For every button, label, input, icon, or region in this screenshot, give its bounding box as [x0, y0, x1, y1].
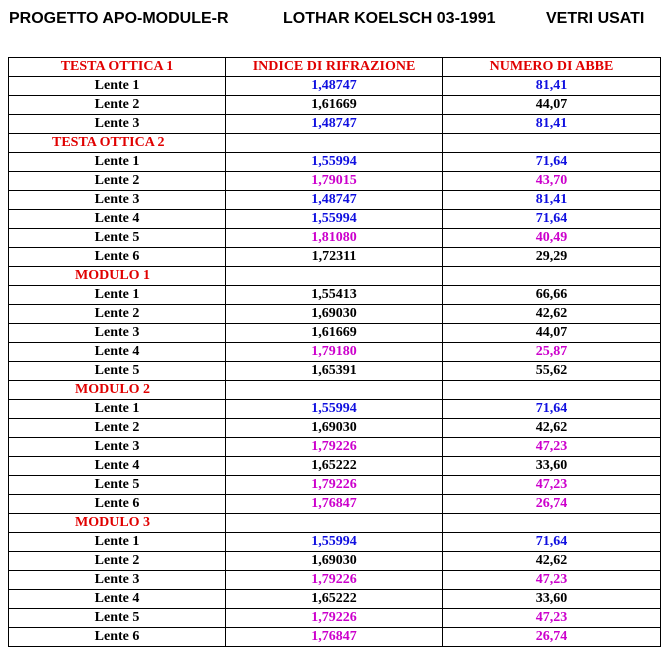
lens-name-cell: Lente 4 — [9, 210, 226, 229]
abbe-number-cell: 81,41 — [443, 77, 661, 96]
abbe-number-cell: 47,23 — [443, 571, 661, 590]
table-row — [9, 609, 661, 628]
lens-name-cell: Lente 1 — [9, 153, 226, 172]
refraction-index-cell: 1,76847 — [226, 495, 443, 514]
table-row — [9, 286, 661, 305]
lens-name-cell: Lente 5 — [9, 229, 226, 248]
table-row — [9, 343, 661, 362]
table-header-row — [9, 58, 661, 77]
abbe-number-cell: 29,29 — [443, 248, 661, 267]
abbe-number-cell: 44,07 — [443, 96, 661, 115]
lens-name-cell: Lente 5 — [9, 476, 226, 495]
table-row — [9, 305, 661, 324]
lens-name-cell: Lente 2 — [9, 96, 226, 115]
abbe-number-cell: 66,66 — [443, 286, 661, 305]
abbe-number-cell: 44,07 — [443, 324, 661, 343]
group-header-row — [9, 514, 661, 533]
lens-name-cell: Lente 2 — [9, 552, 226, 571]
project-title: PROGETTO APO-MODULE-R — [9, 10, 229, 27]
refraction-index-cell: 1,65222 — [226, 590, 443, 609]
group-name: MODULO 2 — [9, 381, 226, 400]
table-row — [9, 248, 661, 267]
refraction-index-cell: 1,69030 — [226, 419, 443, 438]
glass-table-body — [9, 58, 661, 647]
refraction-index-cell: 1,48747 — [226, 77, 443, 96]
table-row — [9, 77, 661, 96]
table-row — [9, 172, 661, 191]
refraction-index-cell: 1,81080 — [226, 229, 443, 248]
lens-name-cell: Lente 4 — [9, 457, 226, 476]
header-abbe-number: NUMERO DI ABBE — [443, 58, 661, 77]
lens-name-cell: Lente 2 — [9, 305, 226, 324]
header-group-name: TESTA OTTICA 1 — [9, 58, 226, 77]
refraction-index-cell: 1,55413 — [226, 286, 443, 305]
abbe-number-cell: 71,64 — [443, 400, 661, 419]
lens-name-cell: Lente 4 — [9, 590, 226, 609]
lens-name-cell: Lente 3 — [9, 324, 226, 343]
table-row — [9, 438, 661, 457]
lens-name-cell: Lente 3 — [9, 571, 226, 590]
abbe-number-cell: 43,70 — [443, 172, 661, 191]
refraction-index-cell: 1,76847 — [226, 628, 443, 647]
table-row — [9, 628, 661, 647]
lens-name-cell: Lente 3 — [9, 115, 226, 134]
refraction-index-cell: 1,79180 — [226, 343, 443, 362]
lens-name-cell: Lente 1 — [9, 533, 226, 552]
refraction-index-cell: 1,61669 — [226, 324, 443, 343]
lens-name-cell: Lente 1 — [9, 400, 226, 419]
empty-cell — [443, 381, 661, 400]
lens-name-cell: Lente 6 — [9, 248, 226, 267]
author-title: LOTHAR KOELSCH 03-1991 — [283, 10, 496, 27]
lens-name-cell: Lente 4 — [9, 343, 226, 362]
refraction-index-cell: 1,79226 — [226, 571, 443, 590]
abbe-number-cell: 47,23 — [443, 476, 661, 495]
table-row — [9, 115, 661, 134]
table-row — [9, 362, 661, 381]
abbe-number-cell: 47,23 — [443, 609, 661, 628]
table-row — [9, 153, 661, 172]
empty-cell — [443, 267, 661, 286]
abbe-number-cell: 71,64 — [443, 533, 661, 552]
table-row — [9, 400, 661, 419]
refraction-index-cell: 1,79015 — [226, 172, 443, 191]
refraction-index-cell: 1,55994 — [226, 210, 443, 229]
refraction-index-cell: 1,79226 — [226, 476, 443, 495]
table-row — [9, 476, 661, 495]
table-row — [9, 419, 661, 438]
table-row — [9, 457, 661, 476]
refraction-index-cell: 1,69030 — [226, 305, 443, 324]
abbe-number-cell: 25,87 — [443, 343, 661, 362]
lens-name-cell: Lente 5 — [9, 609, 226, 628]
empty-cell — [226, 267, 443, 286]
group-header-row — [9, 267, 661, 286]
abbe-number-cell: 42,62 — [443, 305, 661, 324]
refraction-index-cell: 1,55994 — [226, 533, 443, 552]
abbe-number-cell: 81,41 — [443, 115, 661, 134]
abbe-number-cell: 42,62 — [443, 552, 661, 571]
abbe-number-cell: 55,62 — [443, 362, 661, 381]
empty-cell — [443, 134, 661, 153]
abbe-number-cell: 47,23 — [443, 438, 661, 457]
abbe-number-cell: 81,41 — [443, 191, 661, 210]
refraction-index-cell: 1,72311 — [226, 248, 443, 267]
abbe-number-cell: 40,49 — [443, 229, 661, 248]
refraction-index-cell: 1,65391 — [226, 362, 443, 381]
lens-name-cell: Lente 1 — [9, 77, 226, 96]
refraction-index-cell: 1,69030 — [226, 552, 443, 571]
abbe-number-cell: 71,64 — [443, 210, 661, 229]
empty-cell — [443, 514, 661, 533]
refraction-index-cell: 1,48747 — [226, 191, 443, 210]
table-row — [9, 210, 661, 229]
table-row — [9, 590, 661, 609]
abbe-number-cell: 71,64 — [443, 153, 661, 172]
table-row — [9, 571, 661, 590]
lens-name-cell: Lente 3 — [9, 438, 226, 457]
refraction-index-cell: 1,55994 — [226, 153, 443, 172]
lens-name-cell: Lente 3 — [9, 191, 226, 210]
table-row — [9, 552, 661, 571]
table-row — [9, 191, 661, 210]
document-title — [9, 10, 664, 32]
empty-cell — [226, 381, 443, 400]
abbe-number-cell: 33,60 — [443, 590, 661, 609]
abbe-number-cell: 42,62 — [443, 419, 661, 438]
group-name: MODULO 3 — [9, 514, 226, 533]
lens-name-cell: Lente 1 — [9, 286, 226, 305]
empty-cell — [226, 134, 443, 153]
group-name: MODULO 1 — [9, 267, 226, 286]
refraction-index-cell: 1,79226 — [226, 609, 443, 628]
header-refraction-index: INDICE DI RIFRAZIONE — [226, 58, 443, 77]
refraction-index-cell: 1,79226 — [226, 438, 443, 457]
table-row — [9, 533, 661, 552]
abbe-number-cell: 26,74 — [443, 495, 661, 514]
table-row — [9, 229, 661, 248]
glass-table — [8, 57, 661, 647]
refraction-index-cell: 1,55994 — [226, 400, 443, 419]
lens-name-cell: Lente 2 — [9, 419, 226, 438]
table-row — [9, 495, 661, 514]
group-header-row — [9, 381, 661, 400]
lens-name-cell: Lente 2 — [9, 172, 226, 191]
refraction-index-cell: 1,48747 — [226, 115, 443, 134]
refraction-index-cell: 1,65222 — [226, 457, 443, 476]
abbe-number-cell: 26,74 — [443, 628, 661, 647]
lens-name-cell: Lente 6 — [9, 495, 226, 514]
table-row — [9, 96, 661, 115]
lens-name-cell: Lente 6 — [9, 628, 226, 647]
refraction-index-cell: 1,61669 — [226, 96, 443, 115]
table-row — [9, 324, 661, 343]
abbe-number-cell: 33,60 — [443, 457, 661, 476]
lens-name-cell: Lente 5 — [9, 362, 226, 381]
subject-title: VETRI USATI — [546, 10, 645, 27]
group-header-row — [9, 134, 661, 153]
group-name: TESTA OTTICA 2 — [9, 134, 226, 153]
empty-cell — [226, 514, 443, 533]
